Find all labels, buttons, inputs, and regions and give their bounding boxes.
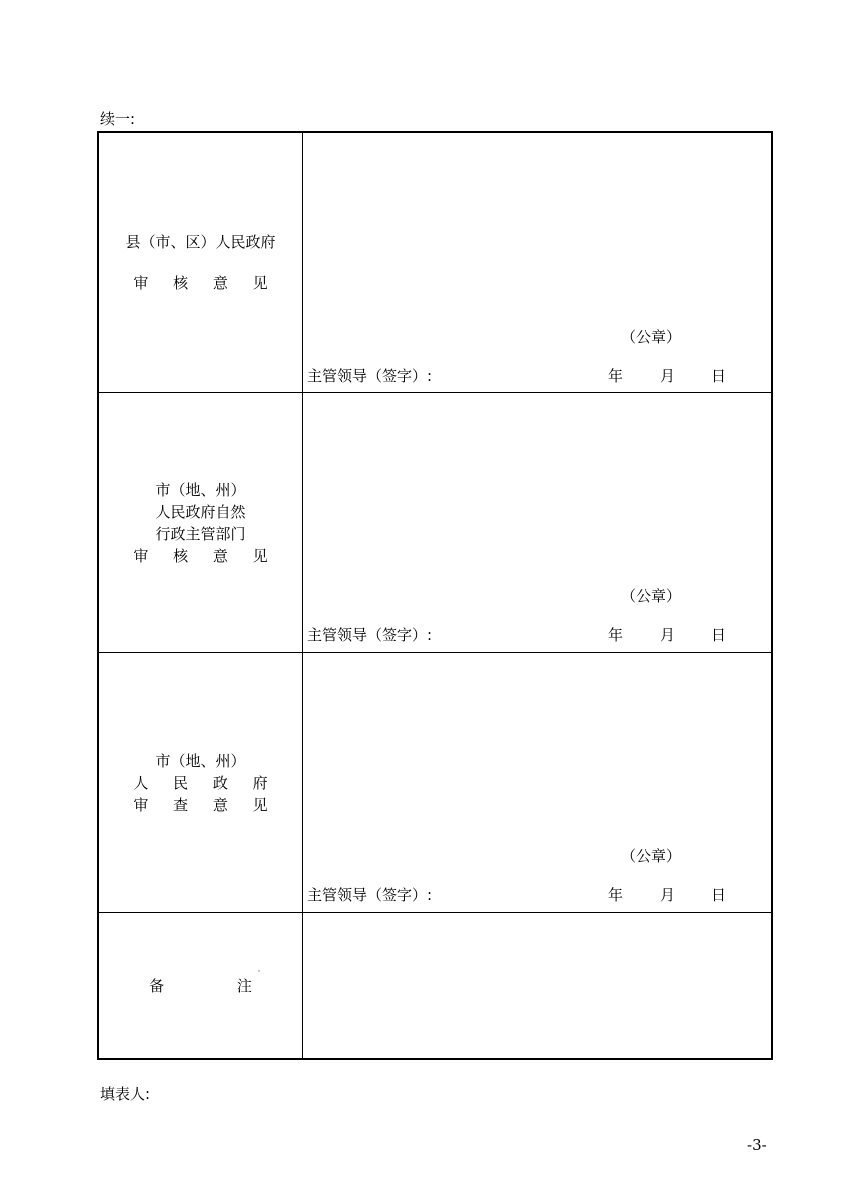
form-filler-label: 填表人:: [100, 1085, 151, 1103]
city-government-date-day-label: 日: [711, 886, 727, 904]
city-department-date-year-label: 年: [608, 626, 624, 644]
city-government-label-line-1: 市（地、州）: [155, 751, 246, 770]
page-heading: 续一:: [100, 110, 136, 128]
city-government-label-line-3: 审 查 意 见: [133, 795, 278, 814]
county-date-day-label: 日: [711, 367, 727, 385]
city-department-label-line-3: 行政主管部门: [155, 524, 246, 543]
city-department-date-day-label: 日: [711, 626, 727, 644]
approval-form-table: [97, 131, 773, 1060]
page-number: -3-: [747, 1136, 767, 1154]
remarks-row: [99, 913, 771, 1058]
city-government-signature-label: 主管领导（签字）:: [307, 886, 433, 904]
city-department-review-row: [99, 393, 771, 653]
county-review-label-line-2: 审 核 意 见: [133, 274, 278, 292]
city-government-label-line-2: 人 民 政 府: [133, 773, 278, 792]
remarks-label: [99, 913, 303, 1058]
county-leader-signature-label: 主管领导（签字）:: [307, 367, 433, 385]
city-government-opinion-field[interactable]: [303, 653, 771, 912]
city-department-signature-label: 主管领导（签字）:: [307, 626, 433, 644]
city-government-review-row: [99, 653, 771, 913]
city-department-label-line-2: 人民政府自然: [155, 502, 246, 521]
county-date-year-label: 年: [608, 367, 624, 385]
remarks-label-text: 备 注: [149, 976, 286, 995]
city-government-seal-label: （公章）: [621, 847, 682, 865]
city-government-date-year-label: 年: [608, 886, 624, 904]
county-official-seal-label: （公章）: [621, 328, 682, 346]
county-review-opinion-field[interactable]: [303, 133, 771, 392]
city-government-date-month-label: 月: [660, 886, 676, 904]
remarks-field[interactable]: [303, 913, 771, 1058]
county-review-label: [99, 133, 303, 392]
scan-speck: [258, 970, 260, 972]
city-department-date-month-label: 月: [660, 626, 676, 644]
county-review-row: [99, 133, 771, 393]
city-department-opinion-field[interactable]: [303, 393, 771, 652]
city-government-review-label: [99, 653, 303, 912]
county-date-month-label: 月: [660, 367, 676, 385]
city-department-review-label: [99, 393, 303, 652]
city-department-label-line-1: 市（地、州）: [155, 480, 246, 499]
city-department-label-line-4: 审 核 意 见: [133, 546, 278, 565]
city-department-seal-label: （公章）: [621, 587, 682, 605]
county-review-label-line-1: 县（市、区）人民政府: [125, 233, 276, 251]
